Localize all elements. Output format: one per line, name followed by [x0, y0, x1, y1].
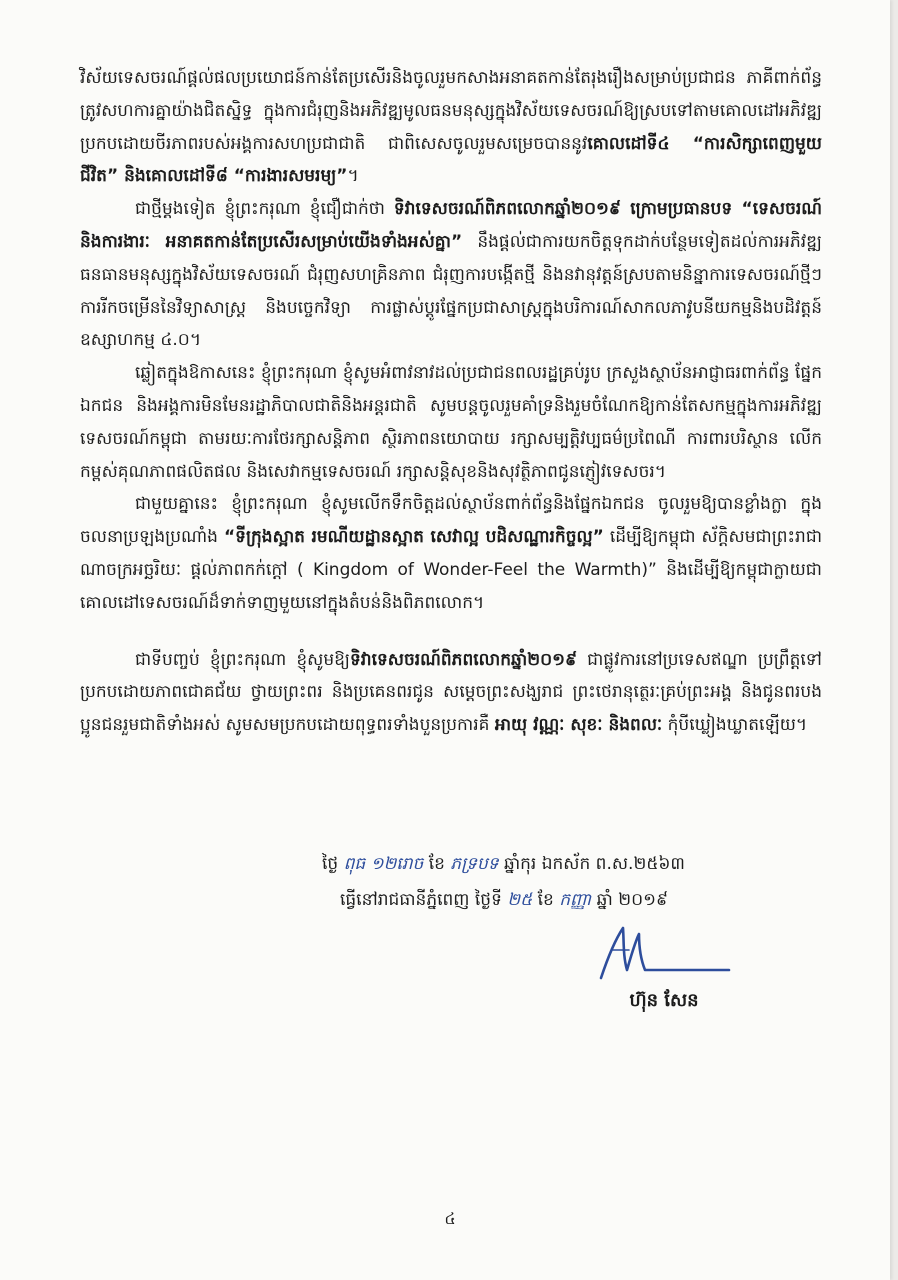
handwritten-signature — [593, 920, 733, 984]
paragraph-2-rest: នឹងផ្តល់ជាការយកចិត្តទុកដាក់បន្ថែមទៀតដល់ការអភិវឌ្ឍធនធានមនុស្សក្នុងវិស័យទេសចរណ៍ ជំរុញសហគ្រិនភាព ជំរុញការបង្កើតថ្មី និងនវានុវត្តន៍ស្របតាមនិន្នាការទេសចរណ៍ថ្មីៗ ការរីកចម្រើននៃវិទ្យាសាស្ត្រ និងបច្ចេកវិទ្យា ការផ្លាស់ប្តូរផ្នែកប្រជាសាស្ត្រក្នុងបរិការណ៍សាកលភាវូបនីយកម្មនិងបដិវត្តន៍ឧស្សាហកម្ម ៤.០។ — [80, 231, 822, 351]
lunar-day-handwritten: ពុធ ១២រោច — [343, 854, 424, 874]
paragraph-4-rest: ដើម្បីឱ្យកម្ពុជា ស័ក្តិសមជាព្រះរាជាណាចក្រអច្ឆរិយៈ ផ្តល់ភាពកក់ក្តៅ ( Kingdom of Wonder-Feel the Warmth)” និងដើម្បីឱ្យកម្ពុជាក្លាយជាគោលដៅទេសចរណ៍ដ៏ទាក់ទាញមួយនៅក្នុងតំបន់និងពិភពលោក។ — [80, 527, 822, 613]
paragraph-2 — [80, 193, 822, 357]
day-handwritten: ២៥ — [507, 890, 533, 910]
paragraph-1-goals: គោលដៅទី៤ “ការសិក្សាពេញមួយជីវិត” និងគោលដៅទី៨ “ការងារសមរម្យ” — [80, 133, 822, 187]
paragraph-1-end: ។ — [347, 166, 359, 187]
paragraph-4-start: ជាមួយគ្នានេះ ខ្ញុំព្រះករុណា ខ្ញុំសូមលើកទឹកចិត្តដល់ស្ថាប័នពាក់ព័ន្ធនិងផ្នែកឯកជន ចូលរួមឱ្យបានខ្លាំងក្លា ក្នុងចលនាប្រឡងប្រណាំង — [80, 494, 822, 548]
lunar-month-prefix: ខែ — [428, 854, 445, 874]
letter-body — [80, 62, 822, 742]
lunar-date-line — [322, 846, 842, 882]
signer-name: ហ៊ុន សែន — [629, 990, 699, 1011]
page-number: ៤ — [444, 1209, 456, 1228]
paragraph-5-end: កុំបីឃ្លៀងឃ្លាតឡើយ។ — [662, 715, 808, 736]
paragraph-5-start: ជាទីបញ្ចប់ ខ្ញុំព្រះករុណា ខ្ញុំសូមឱ្យ — [135, 649, 350, 670]
year: ឆ្នាំ ២០១៩ — [596, 890, 669, 910]
paragraph-2-theme: ទិវាទេសចរណ៍ពិភពលោកឆ្នាំ២០១៩ ក្រោមប្រធានបទ “ទេសចរណ៍ និងការងារៈ អនាគតកាន់តែប្រសើរសម្រាប់យើងទាំងអស់គ្នា” — [80, 199, 823, 252]
paragraph-1-text: វិស័យទេសចរណ៍ផ្តល់ផលប្រយោជន៍កាន់តែប្រសើរនិងចូលរួមកសាងអនាគតកាន់តែរុងរឿងសម្រាប់ប្រជាជន ភាគីពាក់ព័ន្ធត្រូវសហការគ្នាយ៉ាងជិតស្និទ្ធ ក្នុងការជំរុញនិងអភិវឌ្ឍមូលធនមនុស្សក្នុងវិស័យទេសចរណ៍ឱ្យស្របទៅតាមគោលដៅអភិវឌ្ឍប្រកបដោយចីរភាពរបស់អង្គការសហប្រជាជាតិ ជាពិសេសចូលរួមសម្រេចបាននូវ — [80, 68, 822, 154]
paragraph-5 — [80, 644, 822, 742]
paragraph-5-event: ទិវាទេសចរណ៍ពិភពលោកឆ្នាំ២០១៩ — [350, 649, 578, 670]
paragraph-3 — [80, 357, 822, 488]
paragraph-4-campaign: “ទីក្រុងស្អាត រមណីយដ្ឋានស្អាត សេវាល្អ បដិសណ្ឋារកិច្ចល្អ” — [223, 527, 604, 548]
paragraph-2-start: ជាថ្មីម្តងទៀត ខ្ញុំព្រះករុណា ខ្ញុំជឿជាក់ថា — [135, 199, 394, 220]
date-block — [322, 846, 842, 918]
month-prefix: ខែ — [537, 890, 554, 910]
month-handwritten: កញ្ញា — [559, 890, 592, 910]
paragraph-5-blessings: អាយុ វណ្ណៈ សុខៈ និងពលៈ — [494, 715, 663, 736]
lunar-day-prefix: ថ្ងៃ — [322, 854, 339, 874]
place-date-line — [322, 882, 842, 918]
lunar-month-handwritten: ភទ្របទ — [450, 854, 499, 874]
paragraph-4 — [80, 488, 822, 619]
paragraph-5-mid: ជាផ្លូវការនៅប្រទេសឥណ្ឌា ប្រព្រឹត្តទៅប្រកបដោយភាពជោគជ័យ ថ្វាយព្រះពរ និងប្រគេនពរជូន សម្តេចព្រះសង្ឃរាជ ព្រះថេរានុត្ថេរៈគ្រប់ព្រះអង្គ និងជូនពរបងប្អូនជនរួមជាតិទាំងអស់ សូមសមប្រកបដោយពុទ្ធពរទាំងបួនប្រការគឺ — [80, 649, 822, 736]
paragraph-3-text: ឆ្លៀតក្នុងឱកាសនេះ ខ្ញុំព្រះករុណា ខ្ញុំសូមអំពាវនាវដល់ប្រជាជនពលរដ្ឋគ្រប់រូប ក្រសួងស្ថាប័នអាជ្ញាធរពាក់ព័ន្ធ ផ្នែកឯកជន និងអង្គការមិនមែនរដ្ឋាភិបាលជាតិនិងអន្តរជាតិ សូមបន្តចូលរួមគាំទ្រនិងរួមចំណែកឱ្យកាន់តែសកម្មក្នុងការអភិវឌ្ឍទេសចរណ៍កម្ពុជា តាមរយៈការថែរក្សាសន្តិភាព ស្ថិរភាពនយោបាយ រក្សាសម្បត្តិវប្បធម៌ប្រពៃណី ការពារបរិស្ថាន លើកកម្ពស់គុណភាពផលិតផល និងសេវាកម្មទេសចរណ៍ រក្សាសន្តិសុខនិងសុវត្ថិភាពជូនភ្ញៀវទេសចរ។ — [80, 363, 822, 482]
paragraph-1 — [80, 62, 822, 193]
place-day-prefix: ធ្វើនៅរាជធានីភ្នំពេញ ថ្ងៃទី — [340, 890, 502, 910]
lunar-year: ឆ្នាំកុរ ឯកស័ក ព.ស.២៥៦៣ — [503, 854, 685, 874]
